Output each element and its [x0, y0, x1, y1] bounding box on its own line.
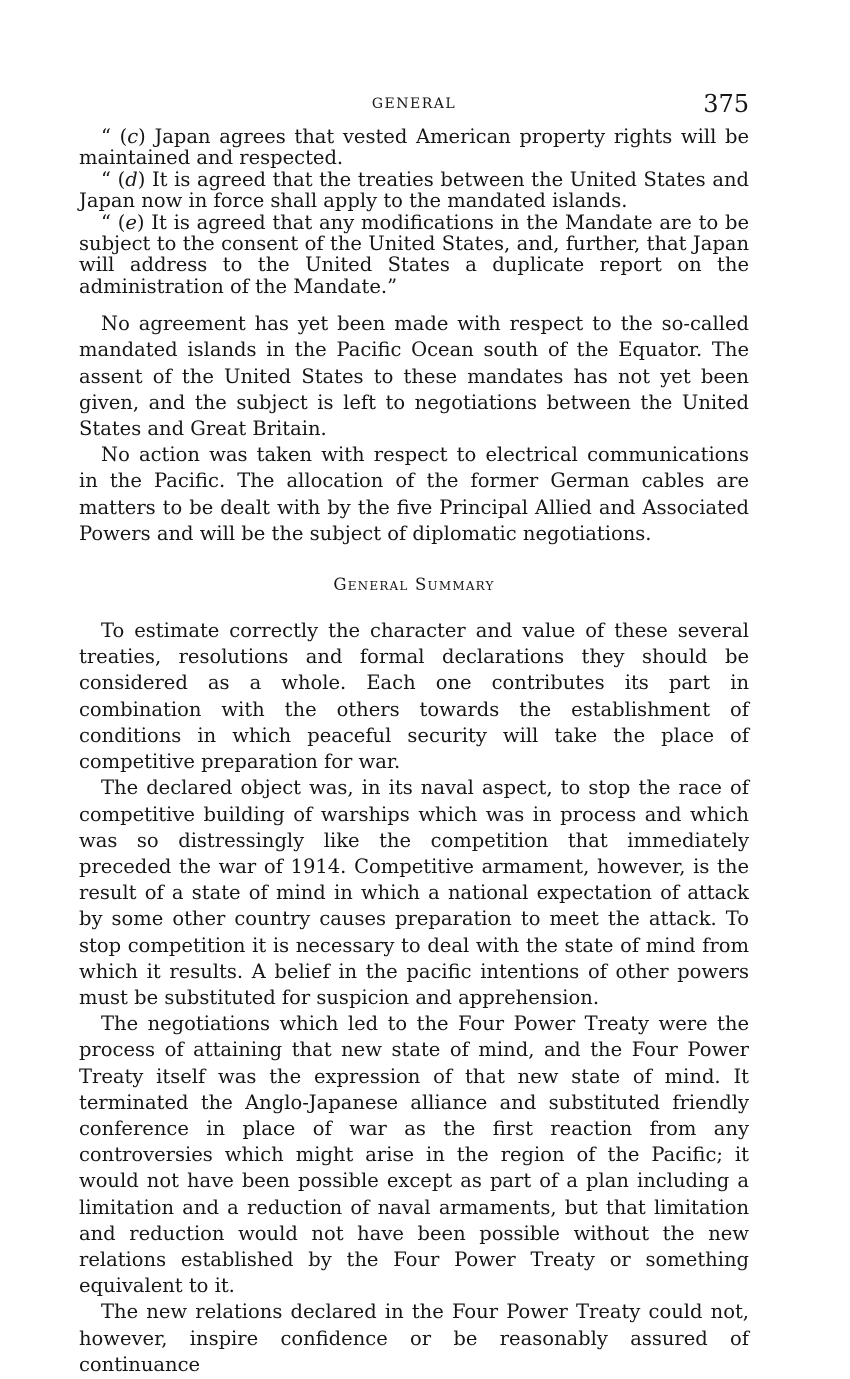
- quote-clause-c: “ (c) Japan agrees that vested American property rights will be maintained and respected.: [79, 125, 750, 170]
- paragraph: The new relations declared in the Four Power Treaty could not, however, inspire confidence or be reasonably assured of continuance: [79, 1300, 749, 1376]
- page-number: 375: [703, 90, 749, 118]
- page: [79, 92, 749, 1378]
- paragraph: To estimate correctly the character and value of these several treaties, resolutions and formal declarations they should be considered as a whole. Each one contributes its part in combination with the others towards the establishment of conditions in which peaceful security will take the place of competitive preparation for war.: [79, 619, 749, 774]
- clause-label: e: [125, 210, 137, 234]
- paragraph: No agreement has yet been made with respect to the so-called mandated islands in the Pacific Ocean south of the Equator. The assent of the United States to these mandates has not yet been given, and the subject is left to negotiations between the United States and Great Britain.: [79, 312, 749, 441]
- quote-clause-d: “ (d) It is agreed that the treaties between the United States and Japan now in force shall apply to the mandated islands.: [79, 167, 750, 213]
- section-heading: General Summary: [333, 575, 495, 595]
- quote-clause-e: “ (e) It is agreed that any modifications in the Mandate are to be subject to the consent of the United States, and, further, that Japan will address to the United States a duplicate report on the administration of the Mandate.”: [79, 210, 749, 298]
- page-header: [79, 92, 749, 126]
- paragraph: No action was taken with respect to electrical communications in the Pacific. The allocation of the former German cables are matters to be dealt with by the five Principal Allied and Associated Powers and will be the subject of diplomatic negotiations.: [79, 443, 749, 545]
- running-head: GENERAL: [371, 96, 457, 112]
- quoted-clauses: [79, 126, 749, 297]
- clause-label: c: [127, 125, 139, 148]
- paragraph: The negotiations which led to the Four Power Treaty were the process of attaining that new state of mind, and the Four Power Treaty itself was the expression of that new state of mind. It terminated the Anglo-Japanese alliance and substituted friendly conference in place of war as the first reaction from any controversies which might arise in the region of the Pacific; it would not have been possible except as part of a plan including a limitation and a reduction of naval armaments, but that limitation and reduction would not have been possible without the new relations established by the Four Power Treaty or something equivalent to it.: [79, 1012, 749, 1298]
- clause-label: d: [125, 167, 138, 191]
- paragraph: The declared object was, in its naval aspect, to stop the race of competitive building of warships which was in process and which was so distressingly like the competition that immediately preceded the war of 1914. Competitive armament, however, is the result of a state of mind in which a national expectation of attack by some other country causes preparation to meet the attack. To stop competition it is necessary to deal with the state of mind from which it results. A belief in the pacific intentions of other powers must be substituted for suspicion and apprehension.: [79, 776, 749, 1009]
